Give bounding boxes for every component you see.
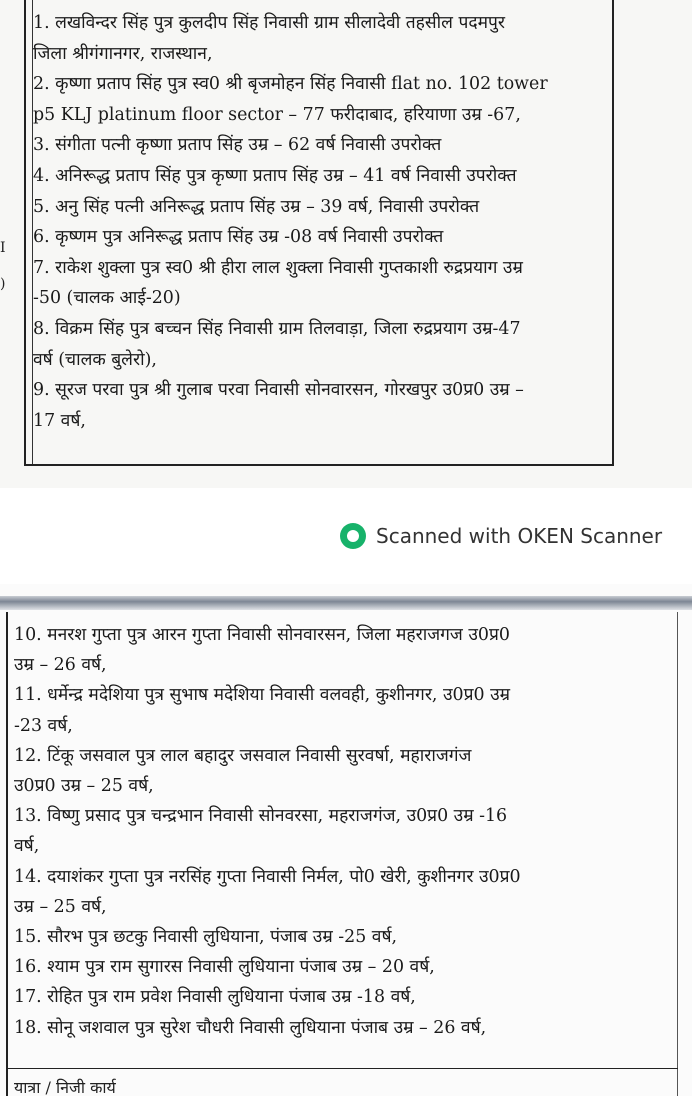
entry-line: 2. कृष्णा प्रताप सिंह पुत्र स्व0 श्री बृजमोहन सिंह निवासी flat no. 102 tower <box>33 74 548 95</box>
bottom-entries <box>14 620 674 1043</box>
entry-line: जिला श्रीगंगानगर, राजस्थान, <box>33 43 213 64</box>
entry-line: 7. राकेश शुक्ला पुत्र स्व0 श्री हीरा लाल शुक्ला निवासी गुप्तकाशी रुद्रप्रयाग उम्र <box>33 257 523 278</box>
entry-line: 1. लखविन्दर सिंह पुत्र कुलदीप सिंह निवासी ग्राम सीलादेवी तहसील पदमपुर <box>33 13 505 33</box>
row-divider <box>6 1068 678 1069</box>
entry-line: 6. कृष्णम पुत्र अनिरूद्ध प्रताप सिंह उम्र -08 वर्ष निवासी उपरोक्त <box>33 227 444 248</box>
footer-label: यात्रा / निजी कार्य <box>14 1078 116 1097</box>
entry-line: 4. अनिरूद्ध प्रताप सिंह पुत्र कृष्णा प्रताप सिंह उम्र – 41 वर्ष निवासी उपरोक्त <box>33 165 517 186</box>
entry-line: 10. मनरश गुप्ता पुत्र आरन गुप्ता निवासी सोनवारसन, जिला महराजगज उ0प्र0 <box>14 625 510 645</box>
entry-line: -50 (चालक आई-20) <box>33 288 181 309</box>
entry-line: p5 KLJ platinum floor sector – 77 फरीदाबाद, हरियाणा उम्र -67, <box>33 104 521 125</box>
entry-line: 3. संगीता पत्नी कृष्णा प्रताप सिंह उम्र – 62 वर्ष निवासी उपरोक्त <box>33 135 442 156</box>
entry-line: 11. धर्मेन्द्र मदेशिया पुत्र सुभाष मदेशिया निवासी वलवही, कुशीनगर, उ0प्र0 उम्र <box>14 685 511 706</box>
entry-line: उम्र – 26 वर्ष, <box>14 655 107 676</box>
entry-line: 16. श्याम पुत्र राम सुगारस निवासी लुधियाना पंजाब उम्र – 20 वर्ष, <box>14 957 435 978</box>
margin-mark: ) <box>0 276 6 292</box>
entry-line: वर्ष, <box>14 836 40 857</box>
entry-line: उम्र – 25 वर्ष, <box>14 896 107 917</box>
entry-line: 18. सोनू जशवाल पुत्र सुरेश चौधरी निवासी लुधियाना पंजाब उम्र – 26 वर्ष, <box>14 1017 487 1038</box>
entry-line: 5. अनु सिंह पत्नी अनिरूद्ध प्रताप सिंह उम्र – 39 वर्ष, निवासी उपरोक्त <box>33 196 480 217</box>
top-entries <box>33 8 608 436</box>
watermark-text: Scanned with OKEN Scanner <box>376 524 663 548</box>
entry-line: 8. विक्रम सिंह पुत्र बच्चन सिंह निवासी ग्राम तिलवाड़ा, जिला रुद्रप्रयाग उम्र-47 <box>33 318 521 339</box>
entry-line: उ0प्र0 उम्र – 25 वर्ष, <box>14 776 154 797</box>
entry-line: 15. सौरभ पुत्र छटकु निवासी लुधियाना, पंजाब उम्र -25 वर्ष, <box>14 927 398 948</box>
oken-logo-icon <box>340 523 366 549</box>
entry-line: 13. विष्णु प्रसाद पुत्र चन्द्रभान निवासी सोनवरसा, महराजगंज, उ0प्र0 उम्र -16 <box>14 806 508 827</box>
scanner-watermark <box>340 523 662 549</box>
entry-line: 14. दयाशंकर गुप्ता पुत्र नरसिंह गुप्ता निवासी निर्मल, पो0 खेरी, कुशीनगर उ0प्र0 <box>14 866 521 887</box>
entry-line: 12. टिंकू जसवाल पुत्र लाल बहादुर जसवाल निवासी सुरवर्षा, महाराजगंज <box>14 745 472 766</box>
page-edge-shadow <box>0 596 692 610</box>
entry-line: 17 वर्ष, <box>33 410 86 431</box>
entry-line: 17. रोहित पुत्र राम प्रवेश निवासी लुधियाना पंजाब उम्र -18 वर्ष, <box>14 987 416 1008</box>
entry-line: -23 वर्ष, <box>14 715 73 736</box>
margin-mark: I <box>0 240 6 256</box>
entry-line: 9. सूरज परवा पुत्र श्री गुलाब परवा निवासी सोनवारसन, गोरखपुर उ0प्र0 उम्र – <box>33 380 524 401</box>
entry-line: वर्ष (चालक बुलेरो), <box>33 349 157 370</box>
